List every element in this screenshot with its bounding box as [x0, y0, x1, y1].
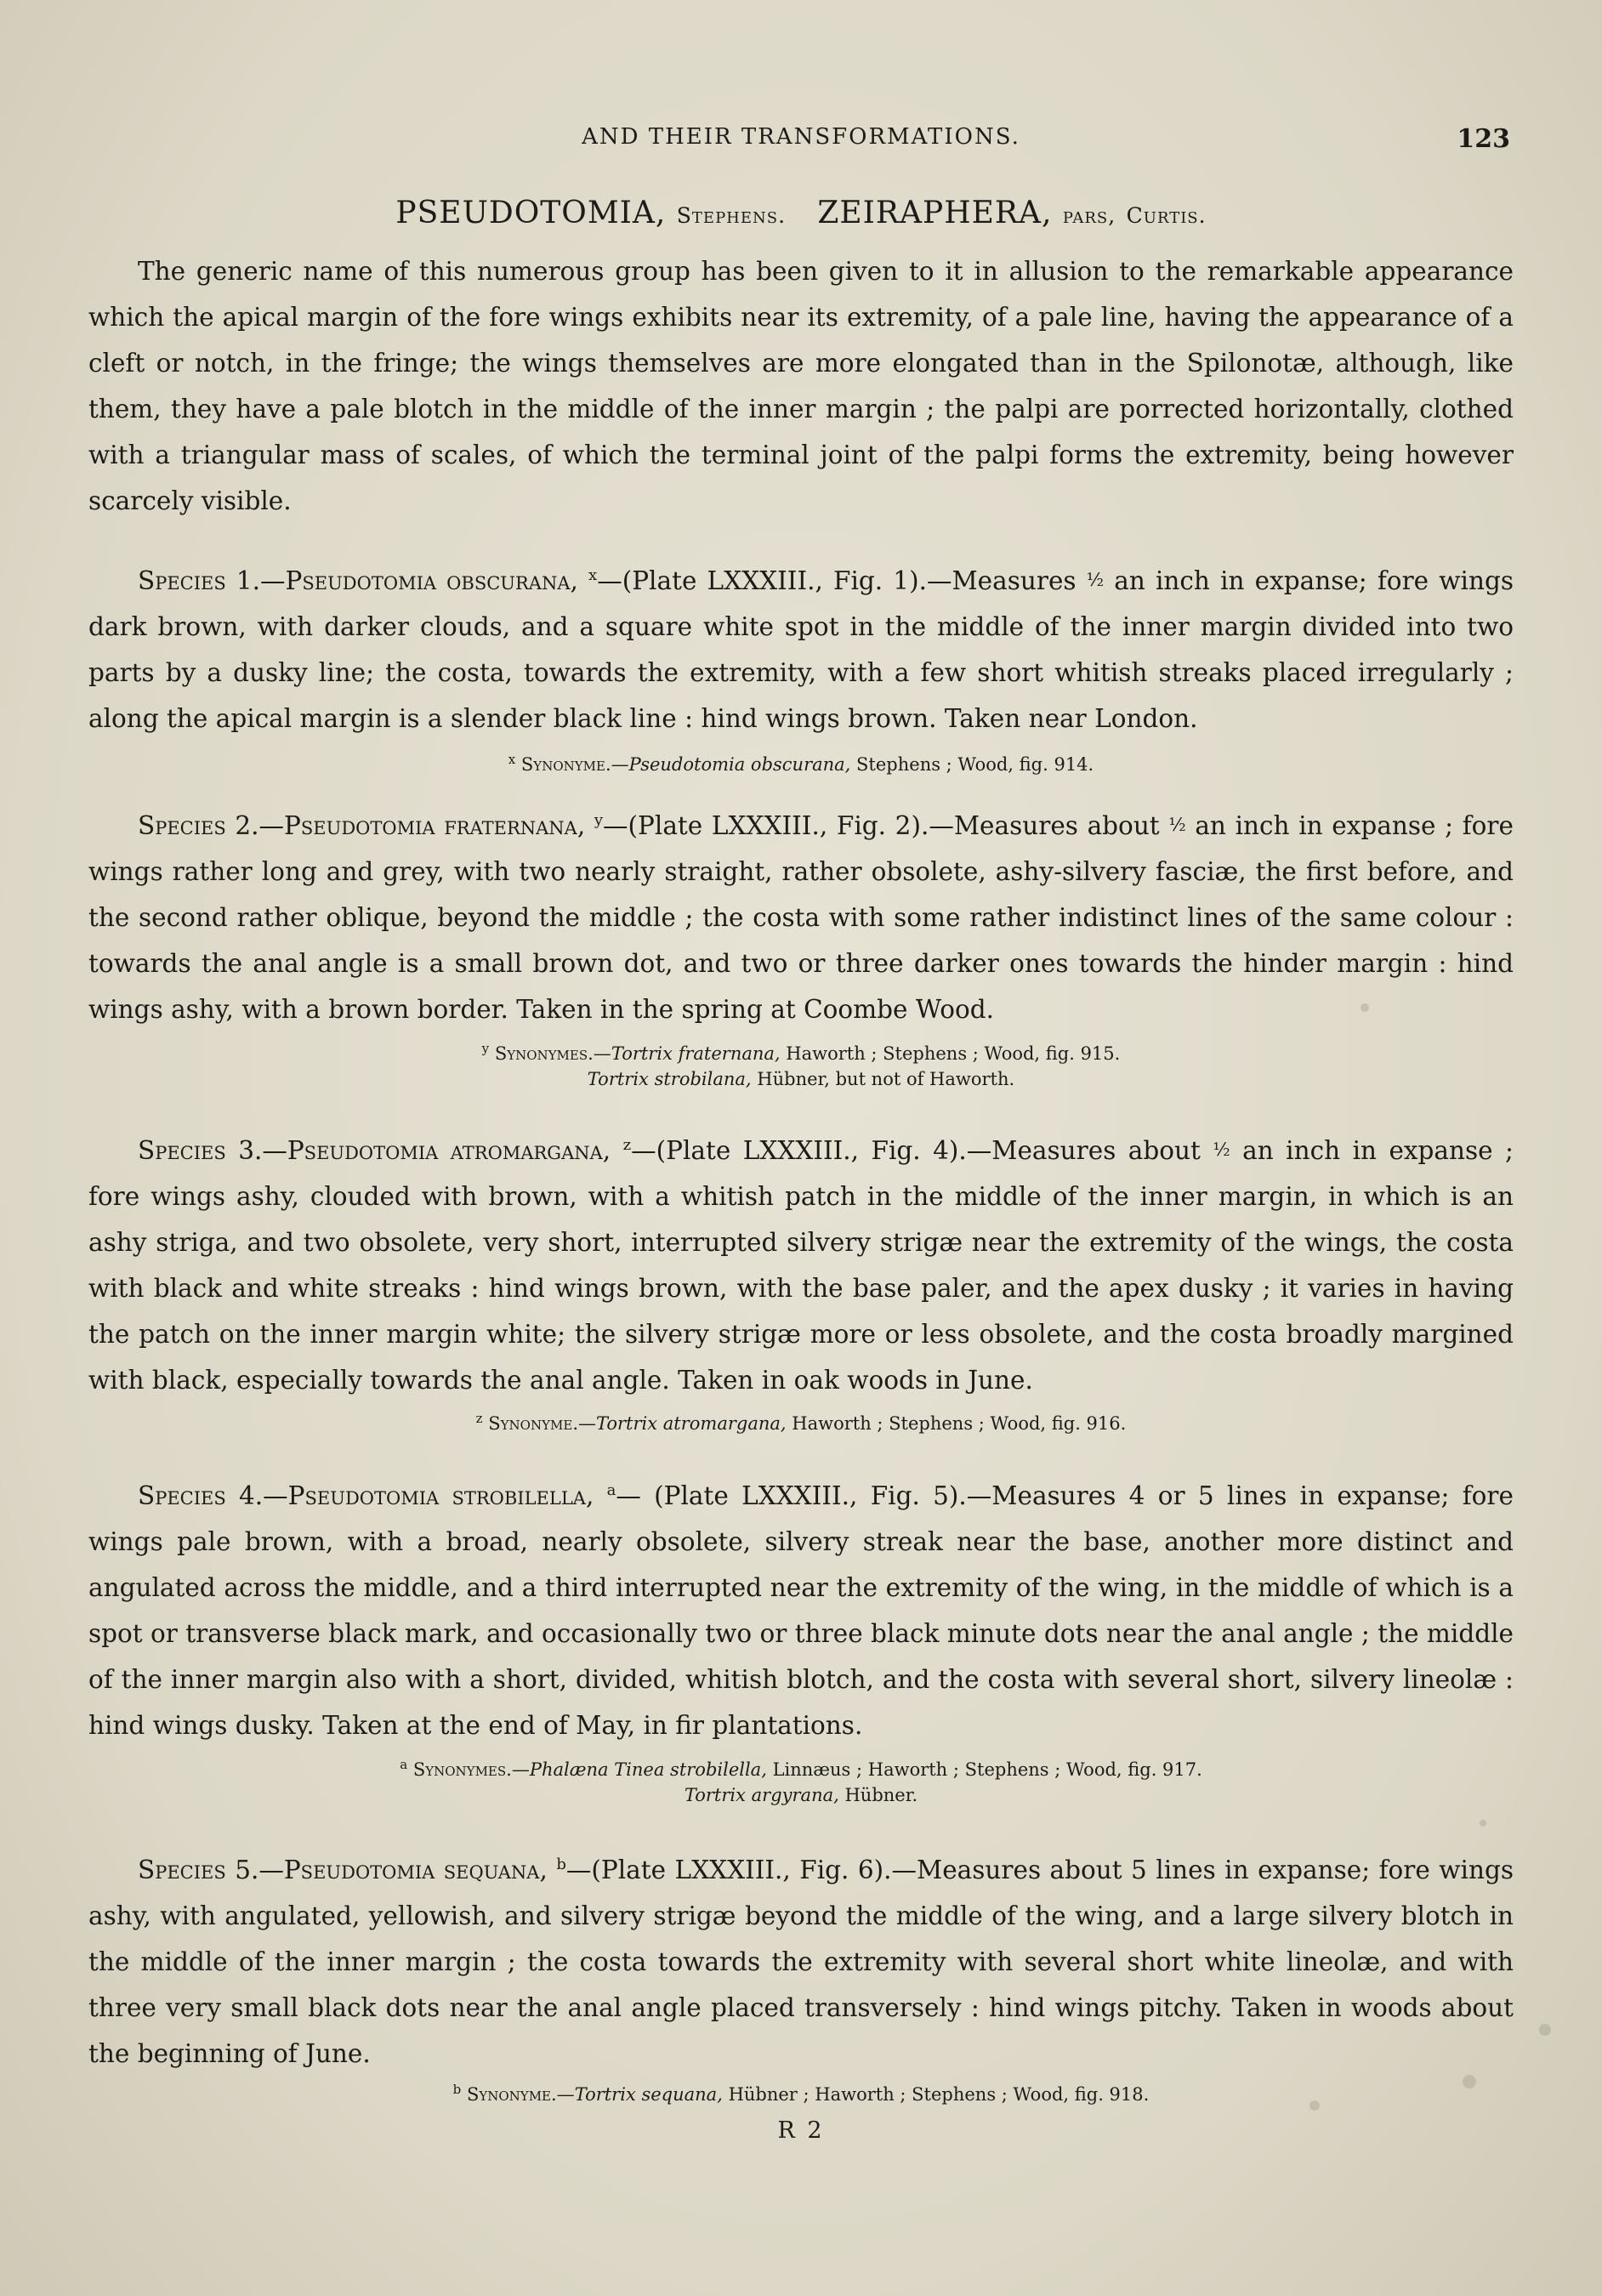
species-plate: —(Plate LXXXIII., Fig. 1).—Measures	[597, 565, 1077, 595]
footnote	[0, 1406, 1602, 1436]
footnote-name-2: Tortrix strobilana,	[587, 1069, 752, 1089]
genus-name: PSEUDOTOMIA,	[395, 196, 667, 230]
species-description: an inch in expanse ; fore wings rather long and grey, with two nearly straight, rather obsolete, ashy-silvery fasciæ, the first before, and the second rather oblique, beyond the middle ; the costa with some rather indistinct lines of the same colour : towards the anal angle is a small brown dot, and two or three darker ones towards the hinder margin : hind wings ashy, with a brown border. Taken in the spring at Coombe Wood.	[88, 810, 1514, 1024]
footnote	[0, 2077, 1602, 2107]
footnote-name-2: Tortrix argyrana,	[684, 1785, 839, 1805]
intro-text: The generic name of this numerous group has been given to it in allusion to the remarkable appearance which the apical margin of the fore wings exhibits near its extremity, of a pale line, having the appearance of a cleft or notch, in the fringe; the wings themselves are more elongated than in the Spilonotæ, although, like them, they have a pale blotch in the middle of the inner margin ; the palpi are porrected horizontally, clothed with a triangular mass of scales, of which the terminal joint of the palpi forms the extremity, being however scarcely visible.	[88, 257, 1514, 515]
footnote-mark: b	[556, 1856, 566, 1873]
species-entry	[88, 553, 1514, 742]
fraction: ½	[1086, 569, 1105, 590]
synonym-pars: pars,	[1062, 203, 1116, 228]
species-label: Species 5.—Pseudotomia sequana,	[138, 1855, 548, 1884]
genus-author: Stephens.	[676, 203, 787, 228]
species-plate: —(Plate LXXXIII., Fig. 2).—Measures about	[603, 810, 1160, 840]
footnote-name: Tortrix fraternana,	[611, 1043, 781, 1064]
footnote-refs: Stephens ; Wood, fig. 914.	[856, 754, 1094, 775]
species-description: —(Plate LXXXIII., Fig. 6).—Measures about 5 lines in expanse; fore wings ashy, with angulated, yellowish, and silvery strigæ beyond the middle of the wing, and a large silvery blotch in the middle of the inner margin ; the costa towards the extremity with several short white lineolæ, and with three very small black dots near the anal angle placed transversely : hind wings pitchy. Taken in woods about the beginning of June.	[88, 1855, 1514, 2068]
synonym-genus: ZEIRAPHERA,	[817, 196, 1053, 230]
footnote-lead: Synonyme.—	[488, 1413, 596, 1434]
fraction: ½	[1213, 1139, 1230, 1160]
species-entry	[88, 798, 1514, 1032]
footnote	[0, 1036, 1602, 1092]
footnote	[0, 747, 1602, 777]
species-description: an inch in expanse; fore wings dark brown, with darker clouds, and a square white spot in the middle of the inner margin divided into two parts by a dusky line; the costa, towards the extremity, with a few short whitish streaks placed irregularly ; along the apical margin is a slender black line : hind wings brown. Taken near London.	[88, 565, 1514, 733]
footnote-refs: Linnæus ; Haworth ; Stephens ; Wood, fig. 917.	[772, 1759, 1202, 1780]
footnote-refs-2: Hübner.	[844, 1785, 918, 1805]
footnote-refs: Hübner ; Haworth ; Stephens ; Wood, fig. 918.	[728, 2084, 1150, 2105]
footnote-mark: a	[606, 1481, 616, 1499]
species-description: — (Plate LXXXIII., Fig. 5).—Measures 4 or 5 lines in expanse; fore wings pale brown, with a broad, nearly obsolete, silvery streak near the base, another more distinct and angulated across the middle, and a third interrupted near the extremity of the wing, in the middle of which is a spot or transverse black mark, and occasionally two or three black minute dots near the anal angle ; the middle of the inner margin also with a short, divided, whitish blotch, and the costa with several short, silvery lineolæ : hind wings dusky. Taken at the end of May, in fir plantations.	[88, 1480, 1514, 1740]
footnote-refs: Haworth ; Stephens ; Wood, fig. 915.	[786, 1043, 1121, 1064]
species-entry	[88, 1842, 1514, 2077]
species-entry	[88, 1468, 1514, 1748]
species-label: Species 4.—Pseudotomia strobilella,	[138, 1480, 594, 1510]
footnote-name: Tortrix atromargana,	[596, 1413, 787, 1434]
page-number: 123	[1457, 124, 1510, 154]
footnote-mark: b	[452, 2082, 462, 2097]
footnote-mark: y	[594, 811, 604, 829]
footnote-lead: Synonymes.—	[412, 1759, 530, 1780]
signature-mark: R 2	[777, 2117, 825, 2144]
footnote-mark: z	[475, 1411, 483, 1426]
footnote-refs: Haworth ; Stephens ; Wood, fig. 916.	[792, 1413, 1127, 1434]
footnote-lead: Synonyme.—	[520, 754, 629, 775]
footnote-name: Tortrix sequana,	[574, 2084, 723, 2105]
footnote-lead: Synonyme.—	[466, 2084, 575, 2105]
footnote-mark: y	[481, 1041, 490, 1056]
footnote-mark: x	[588, 566, 598, 584]
footnote-name: Phalæna Tinea strobilella,	[529, 1759, 767, 1780]
footnote-mark: a	[400, 1757, 408, 1772]
species-plate: —(Plate LXXXIII., Fig. 4).—Measures about	[631, 1135, 1201, 1165]
footnote-name: Pseudotomia obscurana,	[628, 754, 851, 775]
footnote-refs-2: Hübner, but not of Haworth.	[757, 1069, 1015, 1089]
species-label: Species 2.—Pseudotomia fraternana,	[138, 810, 586, 840]
fraction: ½	[1168, 814, 1186, 835]
intro-paragraph	[88, 248, 1514, 524]
species-entry	[88, 1122, 1514, 1403]
species-label: Species 3.—Pseudotomia atromargana,	[138, 1135, 611, 1165]
footnote-mark: x	[508, 752, 516, 767]
genus-title	[0, 196, 1602, 230]
footnote-mark: z	[622, 1136, 632, 1154]
footnote	[0, 1752, 1602, 1808]
running-head: AND THEIR TRANSFORMATIONS.	[582, 124, 1020, 150]
species-label: Species 1.—Pseudotomia obscurana,	[138, 565, 578, 595]
synonym-author: Curtis.	[1126, 203, 1207, 228]
footnote-lead: Synonymes.—	[494, 1043, 611, 1064]
species-description: an inch in expanse ; fore wings ashy, clouded with brown, with a whitish patch in the middle of the inner margin, in which is an ashy striga, and two obsolete, very short, interrupted silvery strigæ near the extremity of the wings, the costa with black and white streaks : hind wings brown, with the base paler, and the apex dusky ; it varies in having the patch on the inner margin white; the silvery strigæ more or less obsolete, and the costa broadly margined with black, especially towards the anal angle. Taken in oak woods in June.	[88, 1135, 1514, 1395]
